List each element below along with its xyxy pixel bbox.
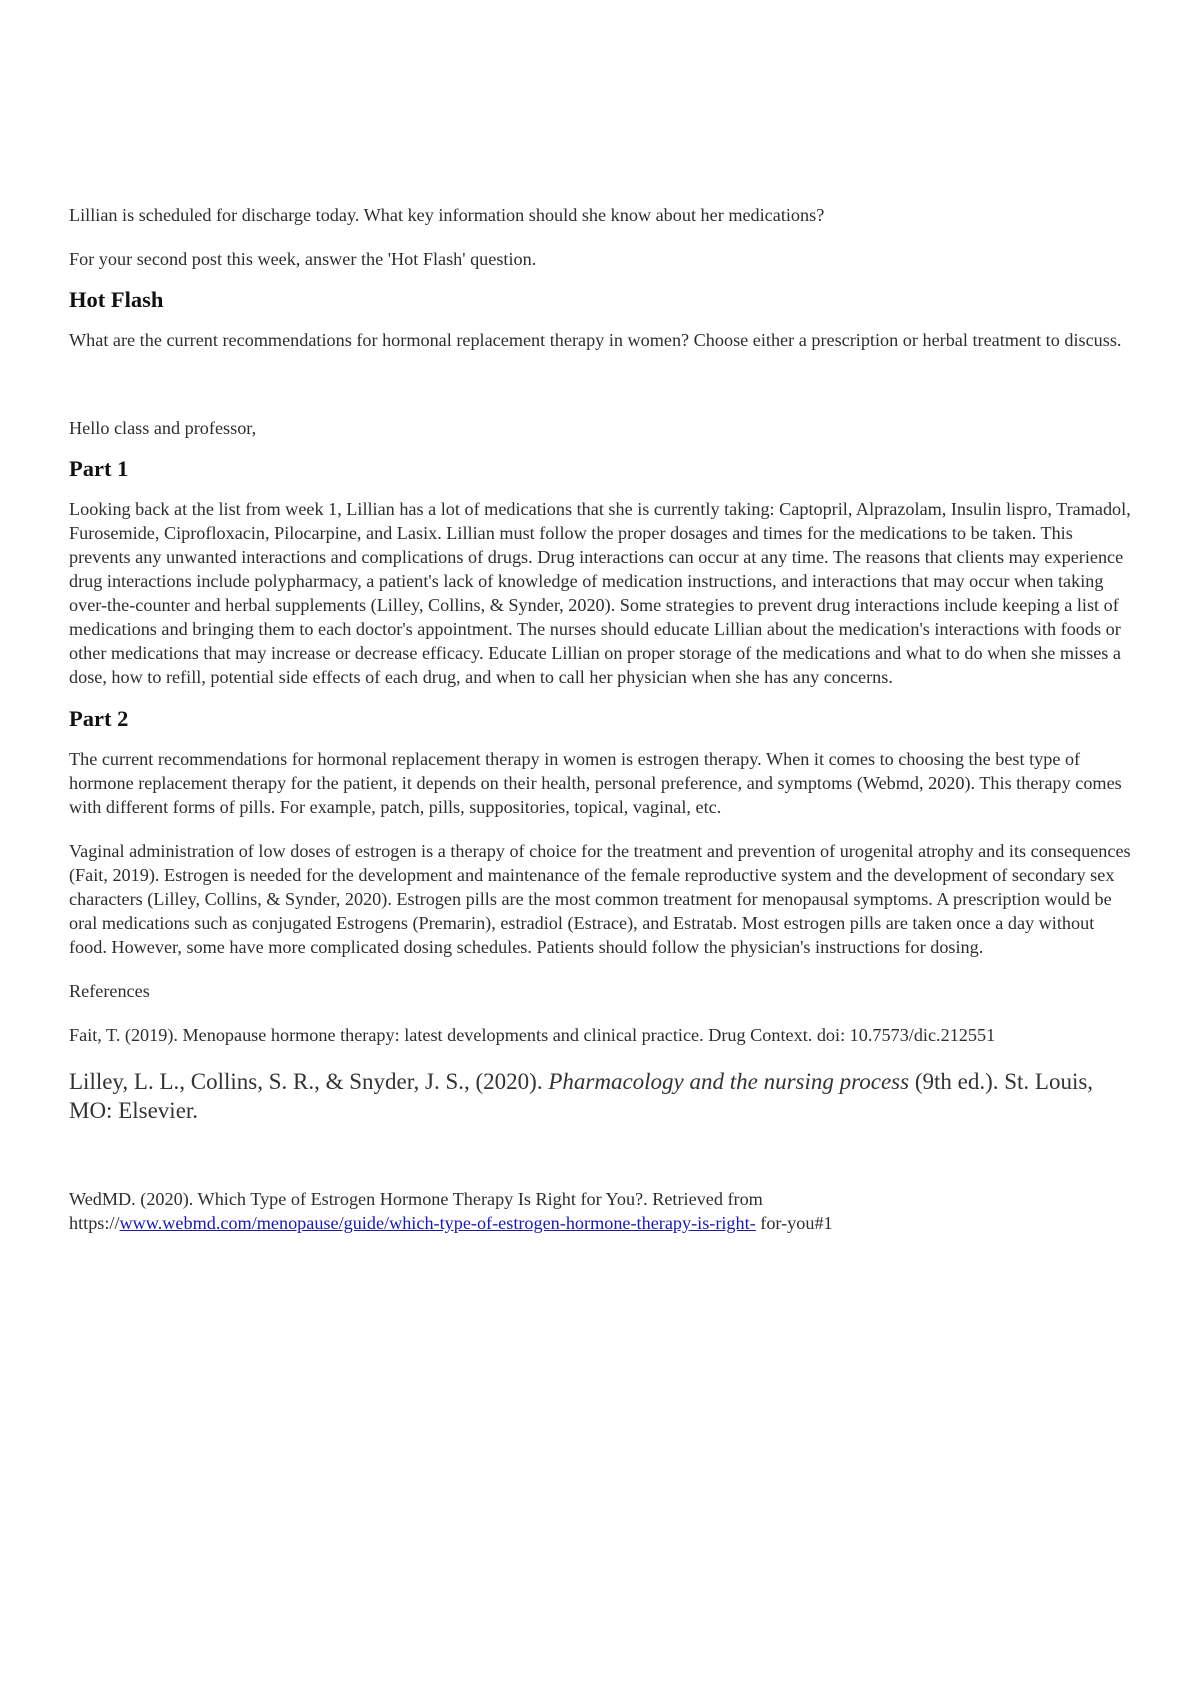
references-heading: References	[69, 981, 150, 1001]
discharge-question: Lillian is scheduled for discharge today. What key information should she know about her medications?	[69, 205, 825, 225]
part-2-paragraph-1: The current recommendations for hormonal replacement therapy in women is estrogen therapy. When it comes to choosing the best type of hormone replacement therapy for the patient, it depends on their health, personal preference, and symptoms (Webmd, 2020). This therapy comes with different forms of pills. For example, patch, pills, suppositories, topical, vaginal, etc.	[69, 749, 1122, 817]
part-1-heading: Part 1	[69, 456, 129, 481]
reference-webmd	[69, 1187, 1134, 1235]
part-2-heading: Part 2	[69, 706, 129, 731]
webmd-link[interactable]: www.webmd.com/menopause/guide/which-type-of-estrogen-hormone-therapy-is-right-	[119, 1213, 756, 1233]
reference-webmd-text: WedMD. (2020). Which Type of Estrogen Hormone Therapy Is Right for You?. Retrieved from https://	[69, 1189, 763, 1233]
document-page	[69, 203, 1134, 1235]
hot-flash-question: What are the current recommendations for hormonal replacement therapy in women? Choose either a prescription or herbal treatment to discuss.	[69, 330, 1122, 350]
hot-flash-heading: Hot Flash	[69, 287, 164, 312]
reference-lilley-title: Pharmacology and the nursing process	[548, 1069, 910, 1094]
reference-lilley-publisher: (9th ed.). St. Louis, MO: Elsevier.	[69, 1069, 1094, 1123]
part-2-paragraph-2: Vaginal administration of low doses of estrogen is a therapy of choice for the treatment and prevention of urogenital atrophy and its consequences (Fait, 2019). Estrogen is needed for the development and maintenance of the female reproductive system and the development of secondary sex characters (Lilley, Collins, & Synder, 2020). Estrogen pills are the most common treatment for menopausal symptoms. A prescription would be oral medications such as conjugated Estrogens (Premarin), estradiol (Estrace), and Estratab. Most estrogen pills are taken once a day without food. However, some have more complicated dosing schedules. Patients should follow the physician's instructions for dosing.	[69, 841, 1131, 957]
greeting: Hello class and professor,	[69, 418, 257, 438]
reference-lilley	[69, 1067, 1134, 1125]
reference-webmd-tail: for-you#1	[755, 1213, 833, 1233]
reference-fait: Fait, T. (2019). Menopause hormone therapy: latest developments and clinical practice. Drug Context. doi: 10.7573/dic.212551	[69, 1025, 996, 1045]
second-post-instruction: For your second post this week, answer the 'Hot Flash' question.	[69, 249, 537, 269]
part-1-text: Looking back at the list from week 1, Lillian has a lot of medications that she is currently taking: Captopril, Alprazolam, Insulin lispro, Tramadol, Furosemide, Ciprofloxacin, Pilocarpine, and Lasix. Lillian must follow the proper dosages and times for the medications to be taken. This prevents any unwanted interactions and complications of drugs. Drug interactions can occur at any time. The reasons that clients may experience drug interactions include polypharmacy, a patient's lack of knowledge of medication instructions, and interactions that may occur when taking over-the-counter and herbal supplements (Lilley, Collins, & Synder, 2020). Some strategies to prevent drug interactions include keeping a list of medications and bringing them to each doctor's appointment. The nurses should educate Lillian about the medication's interactions with foods or other medications that may increase or decrease efficacy. Educate Lillian on proper storage of the medications and what to do when she misses a dose, how to refill, potential side effects of each drug, and when to call her physician when she has any concerns.	[69, 499, 1131, 687]
reference-lilley-authors: Lilley, L. L., Collins, S. R., & Snyder, J. S., (2020).	[69, 1069, 549, 1094]
